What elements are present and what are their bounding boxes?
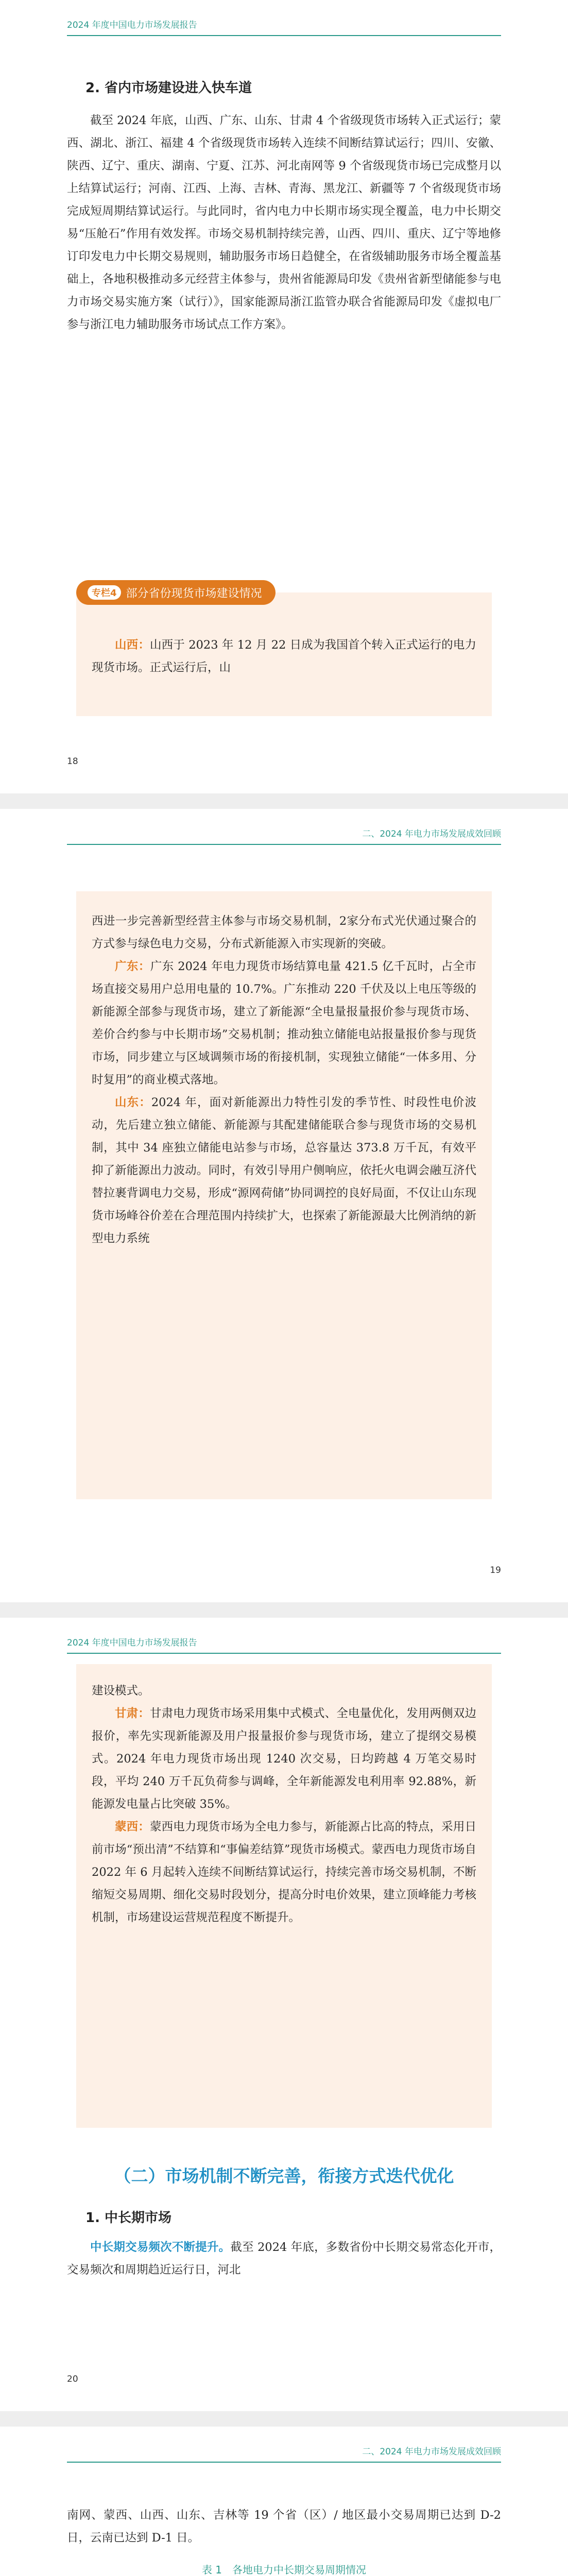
table-caption: 表 1 各地电力中长期交易周期情况	[201, 2564, 367, 2576]
page-gap	[0, 2411, 568, 2427]
section-title: （二）市场机制不断完善，衔接方式迭代优化	[114, 2166, 454, 2186]
sidebar-box-continued	[76, 891, 492, 1499]
sidebar-box-tag	[76, 580, 276, 605]
sidebar-box-continued	[76, 1664, 492, 2128]
page-21	[0, 2427, 568, 2576]
page-19	[0, 809, 568, 1602]
box-keyword: 广东：	[115, 960, 150, 973]
body-paragraph: 截至 2024 年底，山西、广东、山东、甘肃 4 个省级现货市场转入正式运行；蒙西、湖北、浙江、福建 4 个省级现货市场转入连续不间断结算试运行；四川、安徽、陕西、辽宁、重庆、湖南、宁夏、江苏、河北南网等 9 个省级现货市场已完成整月以上结算试运行；河南、江西、上海、吉林、青海、黑龙江、新疆等 7 个省级现货市场完成短周期结算试运行。与此同时，省内电力中长期市场实现全覆盖，电力中长期交易“压舱石”作用有效发挥。市场交易机制持续完善，山西、四川、重庆、辽宁等地修订印发电力中长期交易规则，辅助服务市场日趋健全，在省级辅助服务市场全覆盖基础上，各地积极推动多元经营主体参与，贵州省能源局印发《贵州省新型储能参与电力市场交易实施方案（试行）》，国家能源局浙江监管办联合省能源局印发《虚拟电厂参与浙江电力辅助服务市场试点工作方案》。	[67, 114, 501, 331]
box-keyword: 蒙西：	[115, 1820, 150, 1834]
box-text: 广东 2024 年电力现货市场结算电量 421.5 亿千瓦时，占全市场直接交易用户总用电量的 10.7%。广东推动 220 千伏及以上电压等级的新能源全部参与现货市场，建立了新能源“全电量报量报价参与现货市场、差价合约参与中长期市场”交易机制；推动独立储能电站报量报价参与现货市场，同步建立与区域调频市场的衔接机制，实现独立储能“一体多用、分时复用”的商业模式落地。	[92, 960, 476, 1087]
box-keyword: 山东：	[115, 1096, 151, 1109]
box-text: 2024 年，面对新能源出力特性引发的季节性、时段性电价波动，先后建立独立储能、新能源与其配建储能联合参与现货市场的交易机制，其中 34 座独立储能电站参与市场，总容量达 373.8 万千瓦，有效平抑了新能源出力波动。同时，有效引导用户侧响应，依托火电调会融互济代替拉裹背调电力交易，形成“源网荷储”协同调控的良好局面，不仅让山东现货市场峰谷价差在合理范围内持续扩大，也探索了新能源最大比例消纳的新型电力系统	[92, 1096, 476, 1245]
subsection-heading: 2. 省内市场建设进入快车道	[85, 80, 252, 96]
box-text: 甘肃电力现货市场采用集中式模式、全电量优化，发用两侧双边报价，率先实现新能源及用户报量报价参与现货市场，建立了提纲交易模式。2024 年电力现货市场出现 1240 次交易，日均跨越 4 万笔交易时段，平均 240 万千瓦负荷参与调峰，全年新能源发电利用率 92.88%，新能源发电量占比突破 35%。	[92, 1707, 476, 1811]
box-number-badge: 专栏4	[88, 585, 121, 600]
page-gap	[0, 793, 568, 809]
box-text: 蒙西电力现货市场为全电力参与，新能源占比高的特点，采用日前市场“预出清”不结算和“事偏差结算”现货市场模式。蒙西电力现货市场自 2022 年 6 月起转入连续不间断结算试运行，持续完善市场交易机制，不断缩短交易周期、细化交易时段划分，提高分时电价效果，建立顶峰能力考核机制，市场建设运营规范程度不断提升。	[92, 1820, 476, 1924]
subsection-heading: 1. 中长期市场	[85, 2210, 172, 2226]
box-paragraph	[92, 634, 476, 679]
highlight-phrase: 中长期交易频次不断提升。	[90, 2241, 231, 2254]
header-rule	[67, 2462, 501, 2463]
box-text: 山西于 2023 年 12 月 22 日成为我国首个转入正式运行的电力现货市场。正式运行后，山	[92, 638, 476, 674]
running-header: 二、2024 年电力市场发展成效回顾	[362, 2447, 501, 2457]
header-rule	[67, 35, 501, 36]
running-header: 2024 年度中国电力市场发展报告	[67, 1638, 197, 1648]
box-paragraph	[92, 1816, 476, 1929]
box-title: 部分省份现货市场建设情况	[126, 587, 262, 600]
page-20	[0, 1618, 568, 2411]
running-header: 2024 年度中国电力市场发展报告	[67, 20, 197, 30]
box-text: 西进一步完善新型经营主体参与市场交易机制，2家分布式光伏通过聚合的方式参与绿色电力交易，分布式新能源入市实现新的突破。	[92, 914, 476, 951]
header-rule	[67, 1653, 501, 1654]
header-rule	[67, 844, 501, 845]
page-number: 19	[490, 1565, 501, 1575]
page-number: 18	[67, 756, 78, 767]
page-number: 20	[67, 2374, 78, 2384]
running-header: 二、2024 年电力市场发展成效回顾	[362, 829, 501, 839]
box-keyword: 山西：	[115, 638, 150, 652]
box-keyword: 甘肃：	[115, 1707, 150, 1720]
body-paragraph: 南网、蒙西、山西、山东、吉林等 19 个省（区）/ 地区最小交易周期已达到 D-2 日，云南已达到 D-1 日。	[67, 2509, 501, 2545]
box-text: 建设模式。	[92, 1684, 150, 1698]
body-paragraph	[67, 2236, 501, 2281]
box-paragraph	[92, 910, 476, 955]
page-18	[0, 0, 568, 793]
paragraph-text: 截至 2024 年底，多数省份中长期交易常态化开市，交易频次和周期趋近运行日，河北	[67, 2241, 501, 2277]
box-paragraph	[92, 1091, 476, 1250]
box-paragraph	[92, 1702, 476, 1816]
box-paragraph	[92, 955, 476, 1091]
box-paragraph	[92, 1680, 476, 1702]
page-gap	[0, 1602, 568, 1618]
